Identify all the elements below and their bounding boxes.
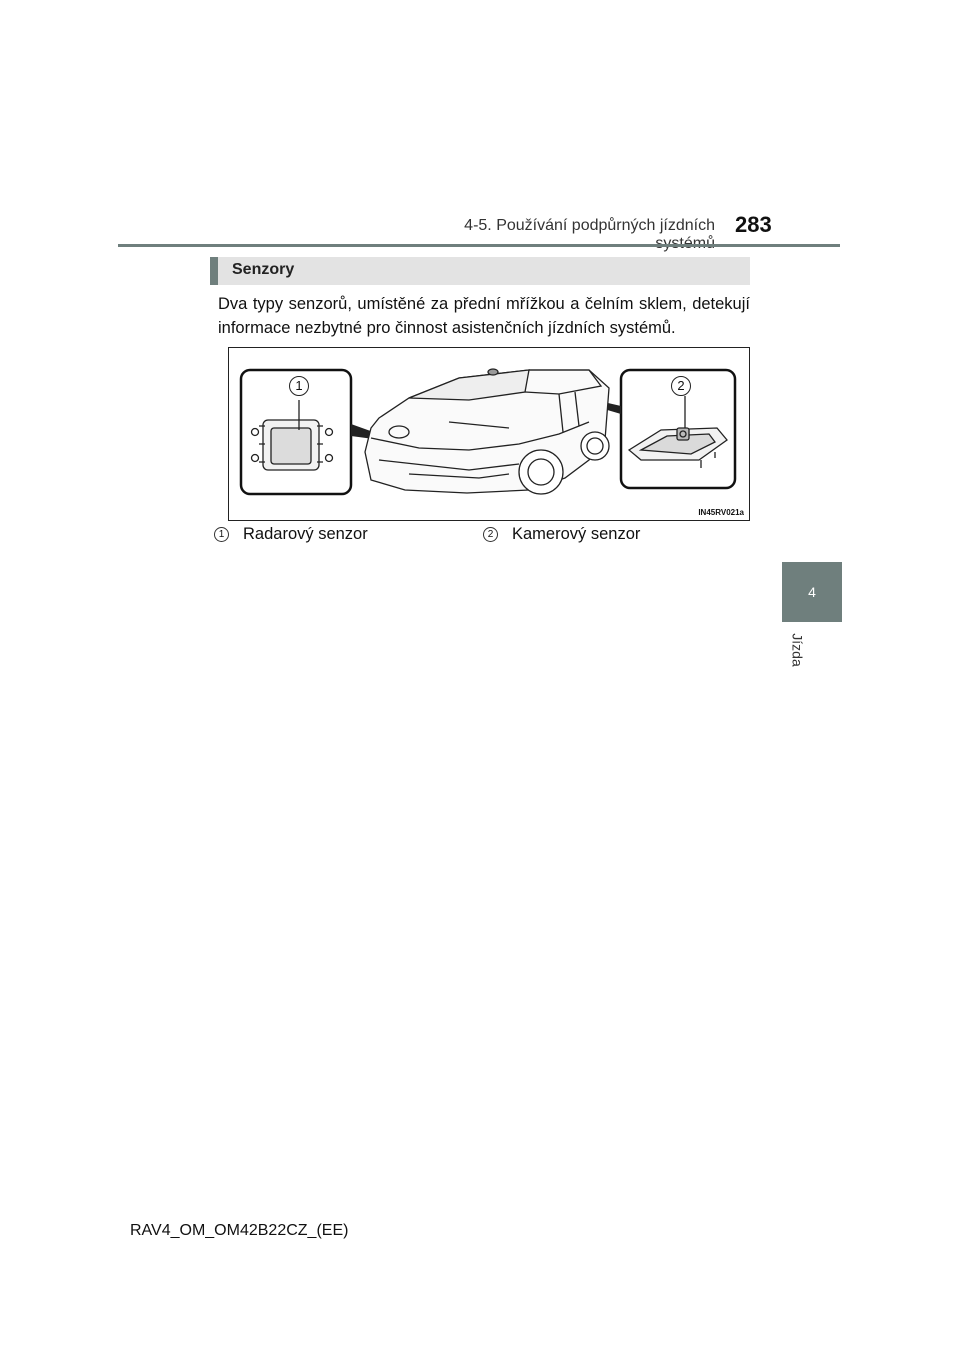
- legend-label-2: Kamerový senzor: [512, 525, 641, 543]
- legend-item-radar: [214, 525, 368, 544]
- header-divider: [118, 244, 840, 247]
- section-title: Senzory: [232, 261, 295, 278]
- section-heading-bar: [210, 257, 750, 285]
- chapter-label-text: Jízda: [790, 633, 806, 667]
- chapter-tab: [782, 562, 842, 622]
- vehicle-drawing: [365, 369, 609, 494]
- section-body-text: Dva typy senzorů, umístěné za přední mřížkou a čelním sklem, detekují informace nezbytné pro činnost asistenčních jízdních systémů.: [218, 295, 750, 337]
- running-header-title: 4-5. Používání podpůrných jízdních: [464, 217, 715, 234]
- chapter-label: [758, 626, 838, 674]
- chapter-number: 4: [808, 584, 816, 600]
- legend-number-2: 2: [483, 527, 498, 542]
- figure-code: IN45RV021a: [698, 508, 744, 517]
- legend-item-camera: [483, 525, 640, 544]
- sensor-illustration-drawing: [229, 348, 751, 522]
- legend-number-1: 1: [214, 527, 229, 542]
- callout-2: 2: [671, 376, 691, 396]
- sensor-illustration: [228, 347, 750, 521]
- page-number: 283: [735, 212, 772, 237]
- callout-1: 1: [289, 376, 309, 396]
- legend-label-1: Radarový senzor: [243, 525, 368, 543]
- manual-code-footer: RAV4_OM_OM42B22CZ_(EE): [130, 1222, 349, 1239]
